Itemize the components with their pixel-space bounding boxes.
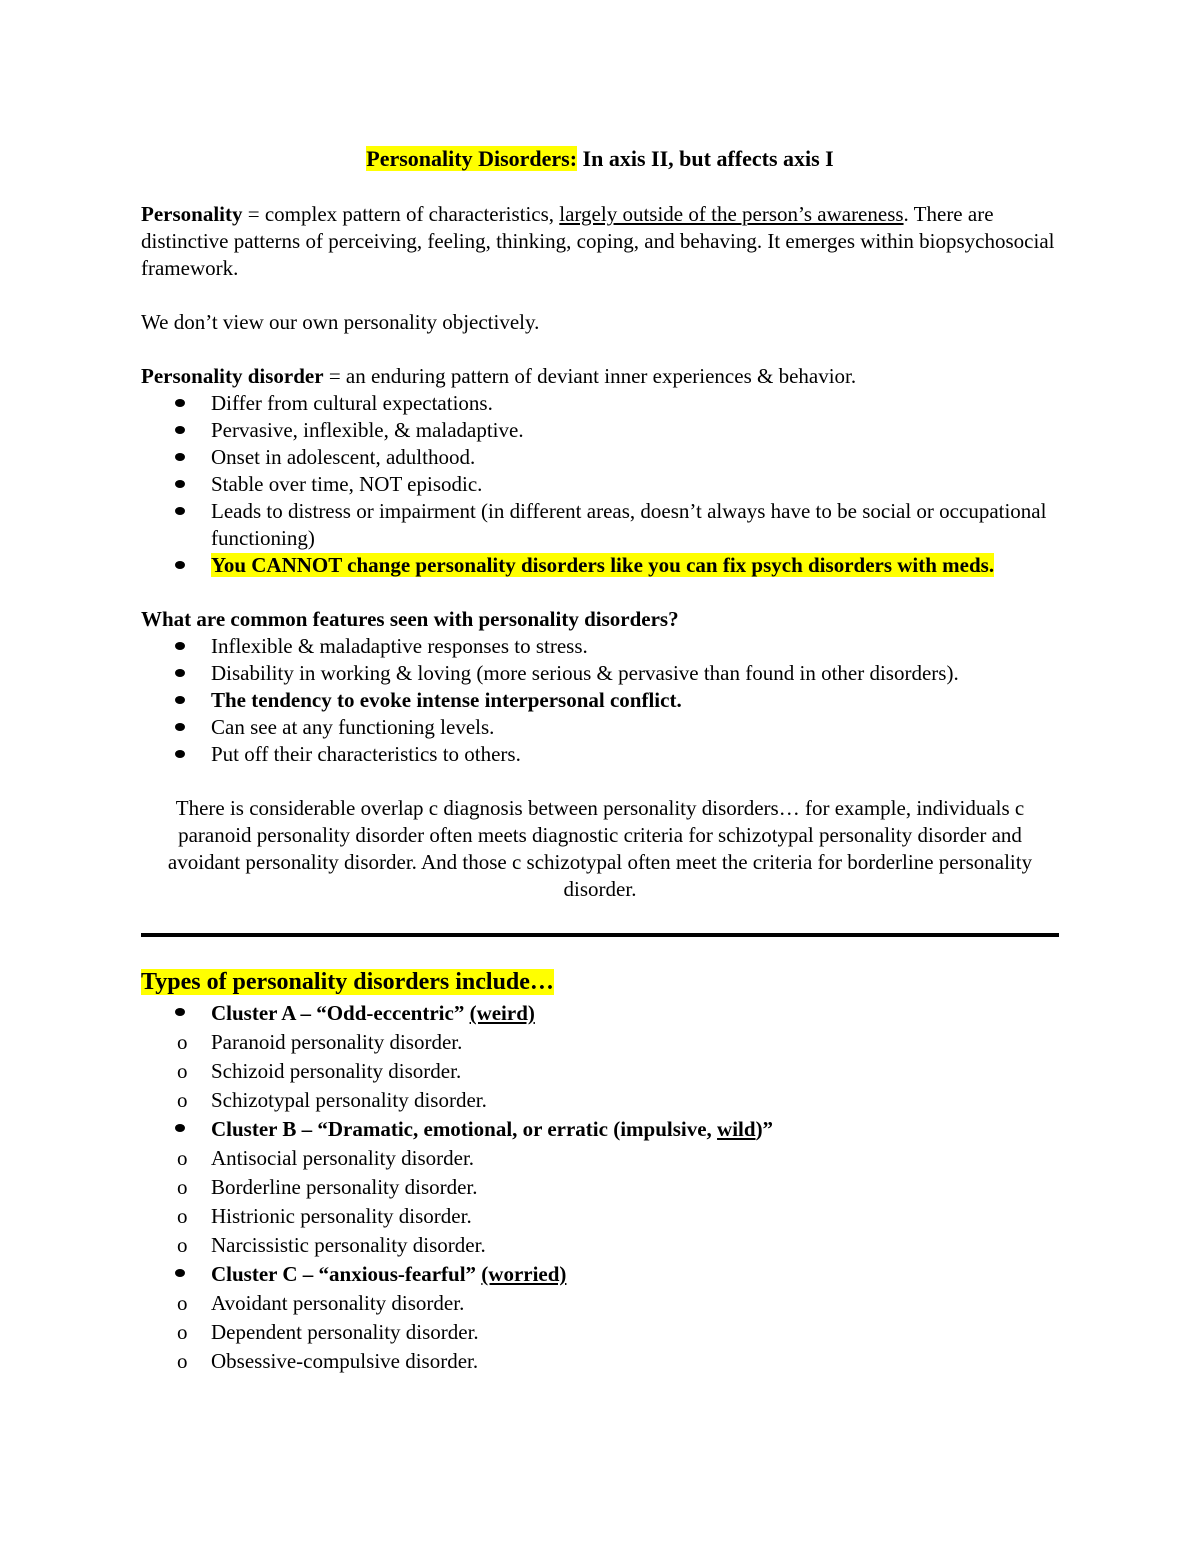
disorder-def: = an enduring pattern of deviant inner experiences & behavior. xyxy=(323,364,857,388)
disorder-term: Personality disorder xyxy=(141,364,324,388)
title-highlight: Personality Disorders: xyxy=(366,146,578,171)
cluster-list xyxy=(141,999,1059,1376)
document-page xyxy=(141,144,1059,1376)
bold-list-item-text: The tendency to evoke intense interpersonal conflict. xyxy=(211,688,682,712)
list-item: Inflexible & maladaptive responses to stress. xyxy=(141,633,1059,660)
list-item: o Borderline personality disorder. xyxy=(141,1173,1059,1202)
cluster-a-underline: (weird) xyxy=(469,1001,535,1025)
objective-note: We don’t view our own personality objectively. xyxy=(141,310,540,334)
list-item: o Avoidant personality disorder. xyxy=(141,1289,1059,1318)
list-item: o Narcissistic personality disorder. xyxy=(141,1231,1059,1260)
bold-list-item xyxy=(141,687,1059,714)
list-item: Leads to distress or impairment (in different areas, doesn’t always have to be social or occupational functioning) xyxy=(141,498,1059,552)
list-item: Put off their characteristics to others. xyxy=(141,741,1059,768)
list-item: o Dependent personality disorder. xyxy=(141,1318,1059,1347)
list-item: Onset in adolescent, adulthood. xyxy=(141,444,1059,471)
horizontal-rule xyxy=(141,933,1059,937)
cluster-c-item xyxy=(141,1260,1059,1376)
cluster-b-sublist xyxy=(141,1144,1059,1260)
list-item: Can see at any functioning levels. xyxy=(141,714,1059,741)
cluster-b-label xyxy=(211,1115,1059,1144)
cluster-a-item xyxy=(141,999,1059,1115)
common-features-heading xyxy=(141,606,1059,633)
cluster-c-label xyxy=(211,1260,1059,1289)
cluster-a-label xyxy=(211,999,1059,1028)
disorder-definition xyxy=(141,363,1059,390)
common-features-list xyxy=(141,633,1059,768)
types-heading-text: Types of personality disorders include… xyxy=(141,969,554,995)
personality-def-end: . There are distinctive patterns of perceiving, feeling, thinking, coping, and behaving. It emerges within biopsychosocial framework. xyxy=(141,202,1055,280)
list-item: Differ from cultural expectations. xyxy=(141,390,1059,417)
personality-term: Personality xyxy=(141,202,243,226)
personality-def-underline: largely outside of the person’s awareness xyxy=(559,202,904,226)
cluster-b-item xyxy=(141,1115,1059,1260)
list-item: Pervasive, inflexible, & maladaptive. xyxy=(141,417,1059,444)
common-features-heading-text: What are common features seen with personality disorders? xyxy=(141,607,679,631)
cluster-c-label-text: Cluster C – “anxious-fearful” xyxy=(211,1262,482,1286)
list-item: o Schizotypal personality disorder. xyxy=(141,1086,1059,1115)
cluster-b-underline: wild xyxy=(717,1117,756,1141)
list-item: o Antisocial personality disorder. xyxy=(141,1144,1059,1173)
cluster-b-label-end: )” xyxy=(755,1117,774,1141)
title-rest: In axis II, but affects axis I xyxy=(577,146,834,171)
cluster-a-sublist xyxy=(141,1028,1059,1115)
highlight-list-item xyxy=(141,552,1059,579)
list-item: Stable over time, NOT episodic. xyxy=(141,471,1059,498)
list-item: o Paranoid personality disorder. xyxy=(141,1028,1059,1057)
personality-definition xyxy=(141,201,1059,282)
page-title xyxy=(141,144,1059,174)
disorder-bullet-list xyxy=(141,390,1059,579)
list-item: o Histrionic personality disorder. xyxy=(141,1202,1059,1231)
highlight-text: You CANNOT change personality disorders like you can fix psych disorders with meds. xyxy=(211,553,995,577)
personality-def-start: = complex pattern of characteristics, xyxy=(242,202,560,226)
overlap-note: There is considerable overlap c diagnosis between personality disorders… for example, individuals c paranoid personality disorder often meets diagnostic criteria for schizotypal personality disorder and avoidant personality disorder. And those c schizotypal often meet the criteria for borderline personality disorder. xyxy=(167,796,1033,901)
cluster-b-label-text: Cluster B – “Dramatic, emotional, or erratic (impulsive, xyxy=(211,1117,718,1141)
list-item: Disability in working & loving (more serious & pervasive than found in other disorders). xyxy=(141,660,1059,687)
list-item: o Schizoid personality disorder. xyxy=(141,1057,1059,1086)
cluster-c-underline: (worried) xyxy=(481,1262,567,1286)
cluster-c-sublist xyxy=(141,1289,1059,1376)
list-item: o Obsessive-compulsive disorder. xyxy=(141,1347,1059,1376)
cluster-a-label-text: Cluster A – “Odd-eccentric” xyxy=(211,1001,470,1025)
types-heading xyxy=(141,965,1059,999)
